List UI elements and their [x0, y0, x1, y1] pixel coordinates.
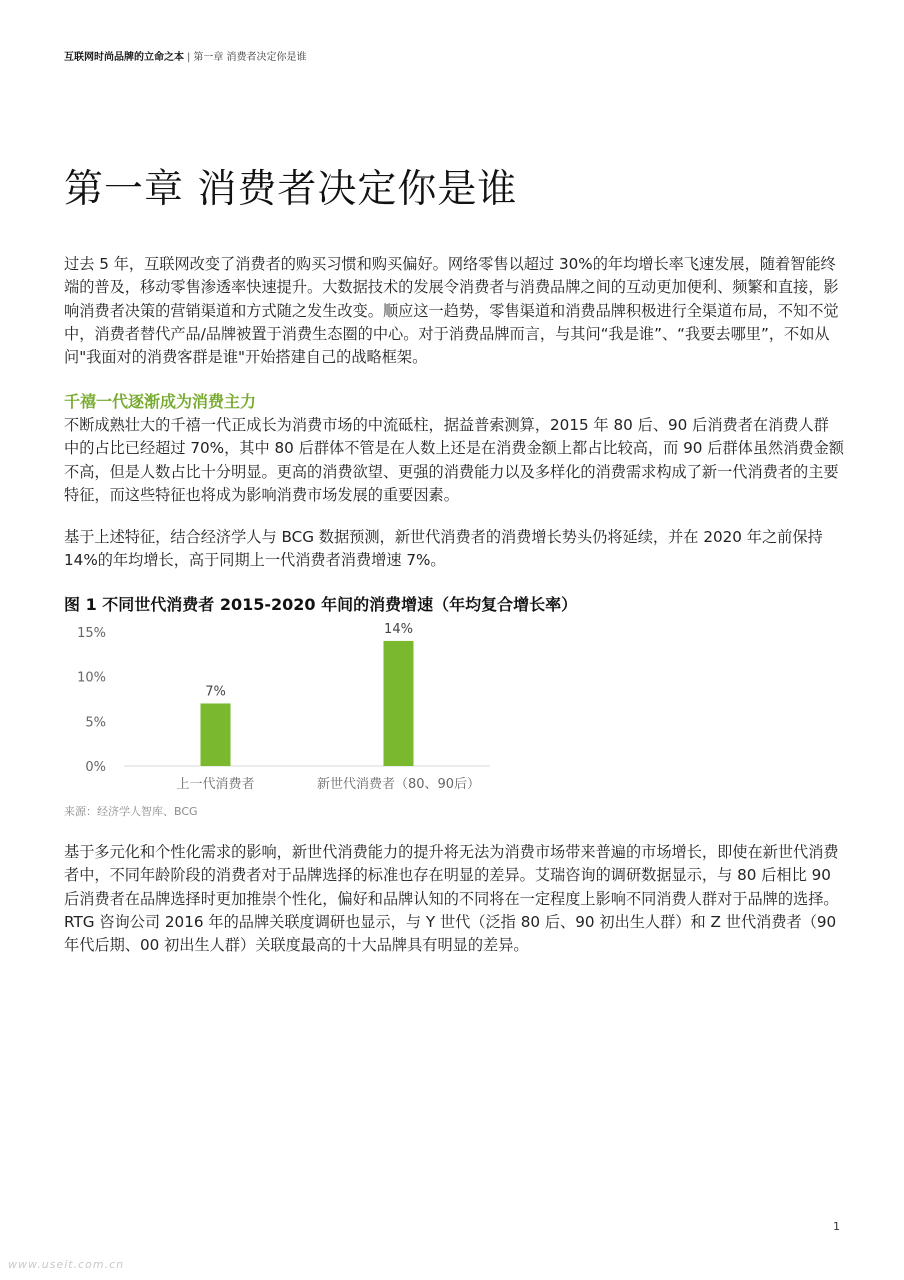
- x-tick-label: 上一代消费者: [176, 777, 255, 792]
- data-label: 14%: [384, 621, 413, 637]
- bar-chart: [64, 616, 504, 798]
- header-chapter: 第一章 消费者决定你是谁: [193, 52, 307, 63]
- bar: [384, 641, 414, 766]
- intro-paragraph: 过去 5 年，互联网改变了消费者的购买习惯和购买偏好。网络零售以超过 30%的年均增长率飞速发展，随着智能终端的普及，移动零售渗透率快速提升。大数据技术的发展令消费者与消费品牌之间的互动更加便利、频繁和直接，影响消费者决策的营销渠道和方式随之发生改变。顺应这一趋势，零售渠道和消费品牌积极进行全渠道布局，不知不觉中，消费者替代产品/品牌被置于消费生态圈的中心。对于消费品牌而言，与其问“我是谁”、“我要去哪里”，不如从问"我面对的消费客群是谁"开始搭建自己的战略框架。: [64, 255, 839, 367]
- watermark: www.useit.com.cn: [8, 1258, 125, 1271]
- figure-source: 来源：经济学人智库、BCG: [64, 805, 198, 818]
- page-number: 1: [833, 1220, 840, 1233]
- data-label: 7%: [205, 684, 226, 700]
- y-tick-label: 10%: [77, 670, 106, 686]
- section-heading: 千禧一代逐渐成为消费主力: [64, 392, 257, 411]
- millennials-paragraph: 不断成熟壮大的千禧一代正成长为消费市场的中流砥柱，据益普索测算，2015 年 80 后、90 后消费者在消费人群中的占比已经超过 70%，其中 80 后群体不管是在人数上还是在消费金额上都占比较高，而 90 后群体虽然消费金额不高，但是人数占比十分明显。更高的消费欲望、更强的消费能力以及多样化的消费需求构成了新一代消费者的主要特征，而这些特征也将成为影响消费市场发展的重要因素。: [64, 416, 844, 504]
- running-header: [64, 48, 307, 63]
- forecast-paragraph: 基于上述特征，结合经济学人与 BCG 数据预测，新世代消费者的消费增长势头仍将延续，并在 2020 年之前保持 14%的年均增长，高于同期上一代消费者消费增速 7%。: [64, 528, 823, 570]
- header-separator: |: [187, 52, 191, 63]
- diversity-paragraph: 基于多元化和个性化需求的影响，新世代消费能力的提升将无法为消费市场带来普遍的市场增长，即使在新世代消费者中，不同年龄阶段的消费者对于品牌选择的标准也存在明显的差异。艾瑞咨询的调研数据显示，与 80 后相比 90 后消费者在品牌选择时更加推崇个性化，偏好和品牌认知的不同将在一定程度上影响不同消费人群对于品牌的选择。 RTG 咨询公司 2016 年的品牌关联度调研也显示，与 Y 世代（泛指 80 后、90 初出生人群）和 Z 世代消费者（90 年代后期、00 初出生人群）关联度最高的十大品牌具有明显的差异。: [64, 843, 839, 955]
- y-tick-label: 0%: [85, 760, 106, 775]
- figure-title: 图 1 不同世代消费者 2015-2020 年间的消费增速（年均复合增长率）: [64, 595, 578, 614]
- y-tick-label: 15%: [77, 626, 106, 641]
- page-title: 第一章 消费者决定你是谁: [64, 167, 518, 212]
- bar: [201, 703, 231, 766]
- x-tick-label: 新世代消费者（80、90后）: [316, 777, 481, 792]
- y-tick-label: 5%: [85, 715, 106, 731]
- header-book-title: 互联网时尚品牌的立命之本: [64, 52, 184, 63]
